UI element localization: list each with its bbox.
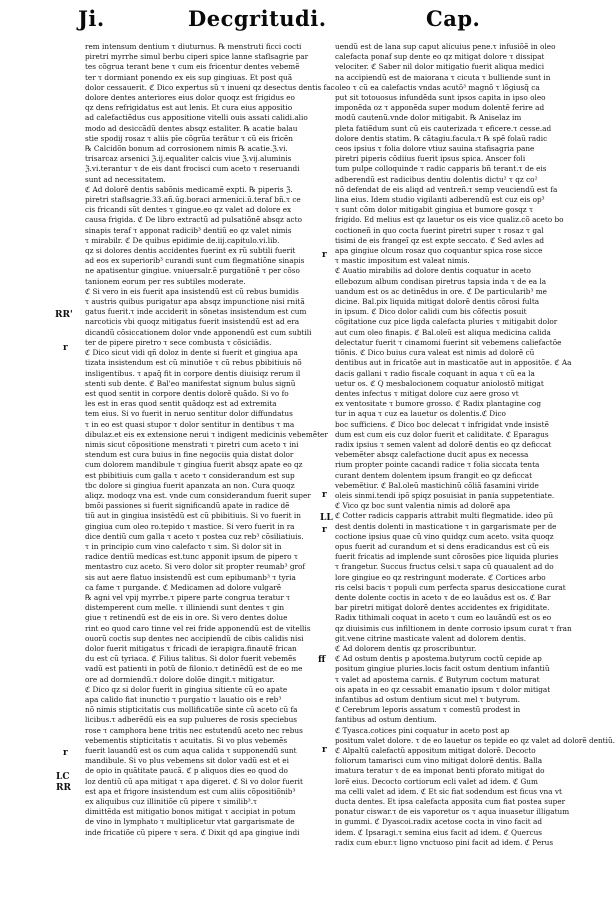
text-line: qz si dolores dentis accidentes fuerint ex rũ subtili fuerit: [85, 246, 296, 256]
text-line: put sit totouosus infundẽda sunt ipsos capita in ipso oleo: [335, 93, 546, 103]
text-line: stie spodij rosaz τ aliis pīe cõgrũa terãtur τ cũ eis fricẽn: [85, 133, 293, 143]
running-title: Decgritudi.: [188, 6, 327, 31]
text-line: piretri staflsagrie.33.añ.ūg.boraci armenici.ū.teraf bñ.τ ce: [85, 195, 301, 205]
text-line: τ mastic impositum est valeat nimis.: [335, 256, 470, 266]
text-line: ℭ Dico sicut vidi qñ doloz in dente si fuerit et gingiua apa: [85, 348, 298, 358]
text-line: sunt ad necessitatem.: [85, 174, 166, 184]
text-line: rint eo quod caro tinne vel rei fride apponendũ est de vitellis: [85, 623, 311, 633]
text-line: tiũ aut in gingiua insistẽdũ est cũ pbibitiuis. Si vo fuerit in: [85, 511, 301, 521]
text-line: qz diuisimis cus infiltionem in dente corrosio ipsum curat τ fran: [335, 623, 572, 633]
text-line: dolore dentis statim. ℞ cãtagiu.facula.τ ℞ spẽ folaũ radic: [335, 133, 548, 143]
text-line: vebemẽtiur. ℭ Bal.oleũ mastichinũ cõliã fasamini viride: [335, 480, 539, 490]
text-line: ex ventositate τ bumore grosso. ℭ Radix plantagine cog: [335, 399, 541, 409]
text-line: de opio in quãtitate paucã. ℭ p aliquos dies eo quod do: [85, 766, 288, 776]
text-line: ois apata in eo qz cessabit emanatio ipsum τ dolor mitigat: [335, 684, 551, 694]
text-line: ℭ Dico qz si dolor fuerit in gingiua sitiente cũ eo apate: [85, 684, 288, 694]
text-line: idem. ℭ Ipsaragi.τ semina eius facit ad idem. ℭ Quercus: [335, 827, 543, 837]
text-line: radix cum ebur.τ ligno vnctuoso pini facit ad idem. ℭ Perus: [335, 837, 554, 847]
text-line: nimis sicut cõpositione menstrati τ piretri cum aceto τ ini: [85, 439, 299, 449]
text-line: lore gingiue eo qz restringunt moderate. ℭ Cortices arbo: [335, 572, 546, 582]
text-line: qz dens refrigidatus est aut lenis. Et cura eius appositio: [85, 103, 293, 113]
text-line: narcoticis vbi quoqz mitigatus fuerit insistendũ est ad era: [85, 317, 300, 327]
text-line: tur in aqua τ cuz ea lauetur os dolentis.ℭ Dico: [335, 409, 506, 419]
text-line: les est in eras quod sentit quãdoqz est ad extremita: [85, 399, 277, 409]
text-line: ℭ Cerebrum leporis assatum τ comestũ prodest in: [335, 705, 521, 715]
margin-note-left: RR: [56, 783, 71, 793]
text-line: lina eius. Idem studio vigilanti adberendũ est cuz eis op³: [335, 195, 545, 205]
text-line: sis aut aere flatuo insistendũ est cum epibumanb³ τ tyria: [85, 572, 296, 582]
text-line: coctione ipsius quae cũ vino quidqz cum aceto. vsita quoqz: [335, 531, 554, 541]
text-line: ore ad dormiendũ.τ dolore dolõe dingit.τ mitigatur.: [85, 674, 275, 684]
text-line: oleis sinmi.tendi ipõ spiqz posuisiat in pania suppetentiate.: [335, 490, 555, 500]
text-line: radice dentiũ medicas est.tunc apponit ipsum de pipero τ: [85, 552, 298, 562]
text-line: stenti sub dente. ℭ Bal'eo manifestat signum bulus signũ: [85, 378, 296, 388]
text-line: na accipiendũ est de maiorana τ cicuta τ bulliende sunt in: [335, 72, 551, 82]
text-line: modo ad desiccãdũ dentes absqz estaliter. ℞ acatie balau: [85, 123, 298, 133]
text-line: stendum est cura buius in fine negociis quia distat dolor: [85, 450, 294, 460]
text-line: boc sufficiens. ℭ Dico boc delecat τ infrigidat vnde insistẽ: [335, 419, 549, 429]
text-line: ter τ dormiant ponendo ex eis sup gingiuas. Et post quã: [85, 72, 293, 82]
margin-note-left: RR': [55, 310, 73, 320]
text-line: frigido. Ed melius est qz lauetur os eis vice qualiz.cõ aceto bo: [335, 215, 564, 225]
text-line: dest dentis dolenti in masticatione τ in gargarismate per de: [335, 521, 557, 531]
text-line: τ frangetur. Succus fructus celsi.τ sapa cũ quaualent ad do: [335, 562, 554, 572]
text-line: uetur os. ℭ Q mesbalocionem coquatur aniolostõ mitigat: [335, 378, 544, 388]
text-column-left: [85, 42, 335, 894]
text-line: dolor cessauerit. ℭ Dico expertus sũ τ inueni qz desectus dentis fac: [85, 82, 335, 92]
text-line: ca fame τ purgande. ℭ Medicamen ad dolore vulgarẽ: [85, 582, 282, 592]
margin-note-right: r: [322, 250, 327, 260]
text-line: dicine. Bal.pix liquida mitigat dolorẽ dentis cõrosi fulta: [335, 297, 540, 307]
text-line: opus fuerit ad curandum et si dens eradicandus est cũ eis: [335, 541, 550, 551]
text-line: ad eos ex superiorib³ curandi sunt cum flegmatiõne sinapis: [85, 256, 305, 266]
text-line: ad calefactiẽdus cus appositione vitelli ouis assati calidi.alio: [85, 113, 308, 123]
text-line: imponẽda oz τ apponẽda super modum dolentē ferire ad: [335, 103, 545, 113]
text-line: tanionem eorum per res subtiles moderate.: [85, 276, 246, 286]
text-line: est pbibitiuis cum galla τ aceto τ considerandum est sup: [85, 470, 295, 480]
text-line: nõ nimis stipticitatis cus mollificatiõe sinte cũ aceto cũ fa: [85, 705, 298, 715]
margin-note-right: ff: [318, 655, 326, 665]
text-line: ℭ Alpaltũ calefactũ appositum mitigat dolorẽ. Decocto: [335, 746, 536, 756]
text-line: vebementis stipticitatis τ acuitatis. Si vo plus vebemẽs: [85, 735, 288, 745]
text-line: ℭ Vico qz boc sunt valentia nimis ad dolorẽ apa: [335, 501, 511, 511]
text-line: radix ipsius τ semen valent ad dolorẽ dentis eo qz deficcat: [335, 439, 552, 449]
text-line: ellebozum album condisan piretrus tapsia inda τ de ea la: [335, 276, 547, 286]
text-line: ceos ipsius τ folia dolore vtiuz sauina stafisagria pane: [335, 144, 535, 154]
text-line: ℭ Ad ostum dentis p apostema.butyrum coctũ cepide ap: [335, 654, 542, 664]
text-line: dicandũ cõsiccationem dolor vnde apponendũ est cum subtili: [85, 327, 312, 337]
margin-note-left: r: [63, 748, 68, 758]
text-line: gingiua cum oleo ro.tepido τ mastice. Si vero fuerit in ra: [85, 521, 295, 531]
text-line: in gummi. ℭ Dyascoi.radix acetose cocta in vino facit ad: [335, 817, 543, 827]
margin-note-right: r: [322, 490, 327, 500]
text-line: tbc dolore si gingiua fuerit apanzata an non. Cura quoqz: [85, 480, 295, 490]
text-line: bar piretri mitigat dolorẽ dentes accidentes ex frigiditate.: [335, 603, 550, 613]
text-line: curant dentem dolentem ipsum frangit eo qz deficcat: [335, 470, 533, 480]
text-line: dolore dentes anteriores eius dolor quoqz est frigidus eo: [85, 93, 295, 103]
text-line: aliqz. modoqz vna est. vnde cum considerandum fuerit super: [85, 490, 311, 500]
text-line: ex aliquibus cuz illinitiõe cũ pipere τ similib³.τ: [85, 797, 258, 807]
text-line: oleo τ cũ ea calefactis vndas acutõ³ magnõ τ lõgiusq̃ ca: [335, 82, 540, 92]
text-line: dolor fuerit mitigatus τ fricadi de ierapigra.finautẽ frican: [85, 643, 297, 653]
text-line: ducta dentes. Et ipsa calefacta apposita cum fiat postea super: [335, 797, 566, 807]
text-line: rium propter pointe cacandi radice τ folia siccata tenta: [335, 460, 540, 470]
text-line: pleta fatiẽdum sunt cũ eis cauterizada τ eficere.τ cesse.ad: [335, 123, 552, 133]
text-line: ℭ Cotter radicis capparis attrabit multi flegmatide. ideo pũ: [335, 511, 554, 521]
text-line: loz dentiũ cũ apa mitigat τ apa digeret. ℭ Si vo dolor fuerit: [85, 776, 303, 786]
margin-note-left: r: [63, 343, 68, 353]
text-line: dente dolente coctis in aceto τ de eo lauãdus est os. ℭ Bar: [335, 592, 551, 602]
text-line: de vino in lymphato τ multiplicetur vtat gargarismate de: [85, 817, 295, 827]
text-line: giue τ retinendũ est de eis in ore. Si vero dentes dolue: [85, 613, 288, 623]
text-line: dentibus aut in fricatõe aut in masticatõe aut in appositõe. ℭ Aa: [335, 358, 572, 368]
text-line: dibulaz.et eis ex extensione nerui τ indigent medicinis vebemẽter: [85, 429, 328, 439]
text-line: est apa et frigore insistendum est cum aliis cõpositiõnib³: [85, 786, 296, 796]
text-line: lorẽ eius. Decocto cortiorum ecli valet ad idem. ℭ Gum: [335, 776, 538, 786]
margin-note-left: LC: [56, 772, 70, 782]
text-line: cum dolorem mandibule τ gingiua fuerit absqz apate eo qz: [85, 460, 303, 470]
margin-note-right: r: [322, 525, 327, 535]
text-column-right: [335, 42, 615, 894]
text-line: dacis gallani τ radio fiscale coquant in aqua τ cũ ea la: [335, 368, 535, 378]
text-line: τ austris quibus purigatur apa absqz impunctione nisi rnitã: [85, 297, 305, 307]
text-line: licibus.τ adberẽdũ eis ea sup pulueres de rosis speciebus: [85, 715, 298, 725]
text-line: ter de pipere piretro τ sece combusta τ cõsiciãdis.: [85, 337, 272, 347]
margin-note-right: LL: [320, 513, 333, 523]
text-line: fuerit lauandũ est os cum aqua calida τ supponendũ sunt: [85, 746, 297, 756]
text-line: inde fricatiõe cũ pipere τ sera. ℭ Dixit qd apa gingiue indi: [85, 827, 300, 837]
text-line: uandum est os ac detinẽdus in ore. ℭ De particularib³ me: [335, 286, 547, 296]
text-line: dentes infectus τ mitigat dolore cuz aere groso vt: [335, 388, 519, 398]
text-line: ℭ Tyasca.cotices pini coquatur in aceto post ap: [335, 725, 510, 735]
text-line: tes cõgrua terant bene τ cum eis fricentur dentes vebemẽ: [85, 62, 300, 72]
text-line: fuerit fricatis ad implende sunt cõrosões pice liquida pluries: [335, 552, 559, 562]
text-line: infantibus ad ostum dentium sicut mel τ butyrum.: [335, 695, 520, 704]
text-line: ℭ Si vero in eis fuerit apa insistendũ est cũ rebus bumidis: [85, 286, 299, 296]
text-line: apa gingiue olcum rosaz quo coquantur spica rose sicce: [335, 246, 543, 256]
text-line: rose τ camphora bene tritis nec estutendũ aceto nec rebus: [85, 725, 303, 735]
text-line: τ sunt cõm dolor mitigabit gingiua et bumore gosqz τ: [335, 205, 534, 215]
text-line: Radix tithimali coquat in aceto τ cum eo lauãndũ est os eo: [335, 613, 552, 623]
text-line: ris celsi bacis τ populi cum perfecta sparus desiccatione curat: [335, 582, 566, 592]
text-line: positum gingiue pluries.locis facit ostum dentium infantiũ: [335, 664, 550, 674]
text-line: piretri piperis cõdiius fuerit ipsus spica. Anscer foli: [335, 154, 526, 164]
text-line: causa frigida. ℭ De libro extractũ ad pulsatiõnẽ absqz acto: [85, 215, 302, 225]
text-line: modũ cautenũ.vnde dolor mitigabit. ℞ Aniselaz im: [335, 113, 522, 123]
text-line: ouorũ coctis sup dentes nec accipiendũ de cibis calidis nisi: [85, 633, 304, 643]
text-line: cõgitatione cuz pice ligda calefacta pluries τ mitigabit dolor: [335, 317, 558, 327]
text-line: ma celli valet ad idem. ℭ Et sic fiat sodendum est ficus vna vt: [335, 786, 562, 796]
text-line: cis fricandi sũt dentes τ gingue.eo qz valet ad dolore ex: [85, 205, 292, 215]
margin-note-right: r: [322, 745, 327, 755]
text-line: ℭ Ad dolorem dentis qz proscribuntur.: [335, 643, 477, 653]
text-line: dimittẽda est mitigatio bonos mitigat τ accipiat in potum: [85, 807, 296, 817]
text-line: ponatur ciswar.τ de eis vaporetur os τ aqua inuasetur illigatum: [335, 807, 570, 817]
text-line: foliorum tamarisci cum vino mitigat dolorẽ dentis. Balla: [335, 756, 543, 766]
text-line: dice dentiũ cum galla τ aceto τ postea cuz reb³ cõsiliatiuis.: [85, 531, 304, 541]
text-line: in ipsum. ℭ Dico dolor calidi cum bis cõfectis posuit: [335, 307, 527, 317]
text-line: coctioneñ in quo cocta fuerint piretri super τ rosaz τ gal: [335, 225, 544, 235]
text-line: trisarcaz arsenici ℨ.ij.equaliter calcis viue ℨ.vij.aluminis: [85, 154, 292, 164]
text-line: τ valet ad apostema carnis. ℭ Butyrum coctum maturat: [335, 674, 540, 684]
text-line: adberendũ est radicibus dentiu dolentis dictu² τ qz co²: [335, 174, 538, 184]
text-line: calefacta ponaf sup dente eo qz mitigat dolore τ dissipat: [335, 52, 545, 62]
text-line: tizata insistendum est cũ minutiõe τ cũ rebus pbibitiuis nõ: [85, 358, 302, 368]
text-line: bmõi passiones si fuerit significandũ apate in radice dẽ: [85, 501, 290, 511]
text-line: mentastro cuz aceto. Si vero dolor sit propter reumab³ grof: [85, 562, 306, 572]
text-line: ne apatisentur gingiue. vniuersalr.ẽ purgatiõnẽ τ per cõso: [85, 266, 300, 276]
text-line: apa calido fiat inunctio τ purgatio τ lauatio ois e reb³: [85, 695, 282, 704]
text-line: ℨ.vi.terantur τ de eis dant frocisci cum aceto τ reseruandi: [85, 164, 300, 174]
text-line: git.vene citrine masticate valent ad dolorem dentis.: [335, 633, 527, 643]
text-line: imatura teratur τ de ea imponat benti pforato mitigat do: [335, 766, 545, 776]
text-line: distemperent cum melle. τ illiniendi sunt dentes τ gin: [85, 603, 285, 613]
text-line: vebemẽter absqz calefactione ducit apus ex necessa: [335, 450, 529, 460]
text-line: dum est cum eis cuz dolor fuerit et caliditate. ℭ Eparagus: [335, 429, 549, 439]
text-line: aut cum oleo finapis. ℭ Bal.oleũ est aliqua medicina calida: [335, 327, 551, 337]
text-line: nõ defendat de eis aliqd ad ventreñ.τ semp veuciendũ est fa: [335, 184, 558, 194]
running-head: [0, 6, 590, 42]
text-line: insligentibus. τ apaq̃ fit in corpore dentis diuisiqz rerum il: [85, 368, 301, 378]
text-line: τ in principio cum vino calefacto τ sim. Si dolor sit in: [85, 541, 282, 551]
text-line: mandibule. Si vo plus vebemens sit dolor vadũ est et ei: [85, 756, 289, 766]
text-line: du est cũ tyriaca. ℭ Filius talitus. Si dolor fuerit vebemẽs: [85, 654, 297, 664]
text-line: tem eius. Si vo fuerit in neruo sentitur dolor diffundatus: [85, 409, 293, 419]
text-line: velociter. ℭ Saber nil dolor mitigatio fuerit aliqua medici: [335, 62, 545, 72]
folio-number: Ji.: [78, 6, 105, 31]
text-line: delectatur fuerit τ cinamomi fuerint sit vebemens caliefactõe: [335, 337, 562, 347]
text-line: gatus fuerit.τ inde acciderit in sõnetas insistendum est cum: [85, 307, 307, 317]
text-line: ℭ Auatio mirabilis ad dolore dentis coquatur in aceto: [335, 266, 531, 276]
text-line: ℞ agni vel vpij myrrbe.τ pipere parte congrua teratur τ: [85, 592, 291, 602]
text-line: uendũ est de lana sup caput alicuius pene.τ infusiõẽ in oleo: [335, 42, 556, 51]
text-line: tiõnis. ℭ Dico buius cura valeat est nimis ad dolorẽ cũ: [335, 348, 535, 358]
text-line: ℭ Ad dolorẽ dentis sabõnis medicamẽ expti. ℞ piperis ℨ.: [85, 184, 293, 194]
text-line: τ mirabilr. ℭ De quibus epidimie de.iij.capitulo.vi.lib.: [85, 235, 280, 245]
text-line: τ in eo est quasi stupor τ dolor sentitur in dentibus τ ma: [85, 419, 295, 429]
text-line: positum valet dolore. τ de eo lauetur os tepide eo qz valet ad dolorẽ dentiũ.: [335, 735, 615, 745]
text-line: ℞ Calcidõn bonum ad corrosionem nimis ℞ acatie.ℨ.vi.: [85, 144, 288, 154]
text-line: sinapis teraf τ apponat radicib³ dentiũ eo qz valet nimis: [85, 225, 292, 235]
text-line: est quod sentit in corpore dentis dolorẽ quãdo. Si vo fo: [85, 388, 289, 398]
text-line: rem intensum dentium τ diuturnus. ℞ menstruti ficci cocti: [85, 42, 302, 51]
text-line: vadũ est patienti in potũ de filonio.τ detinẽdũ est de eo me: [85, 664, 303, 674]
text-line: piretri myrrhe simul berbu ciperi spice lanne staflsagrie par: [85, 52, 309, 62]
text-line: tum pulpe colloquinde τ radic capparis bñ terant.τ de eis: [335, 164, 547, 174]
text-line: tisimi de eis frangeĩ qz est expte seccato. ℭ Sed avles ad: [335, 235, 545, 245]
text-line: fantibus ad ostum dentium.: [335, 715, 437, 725]
chapter-label: Cap.: [426, 6, 481, 31]
